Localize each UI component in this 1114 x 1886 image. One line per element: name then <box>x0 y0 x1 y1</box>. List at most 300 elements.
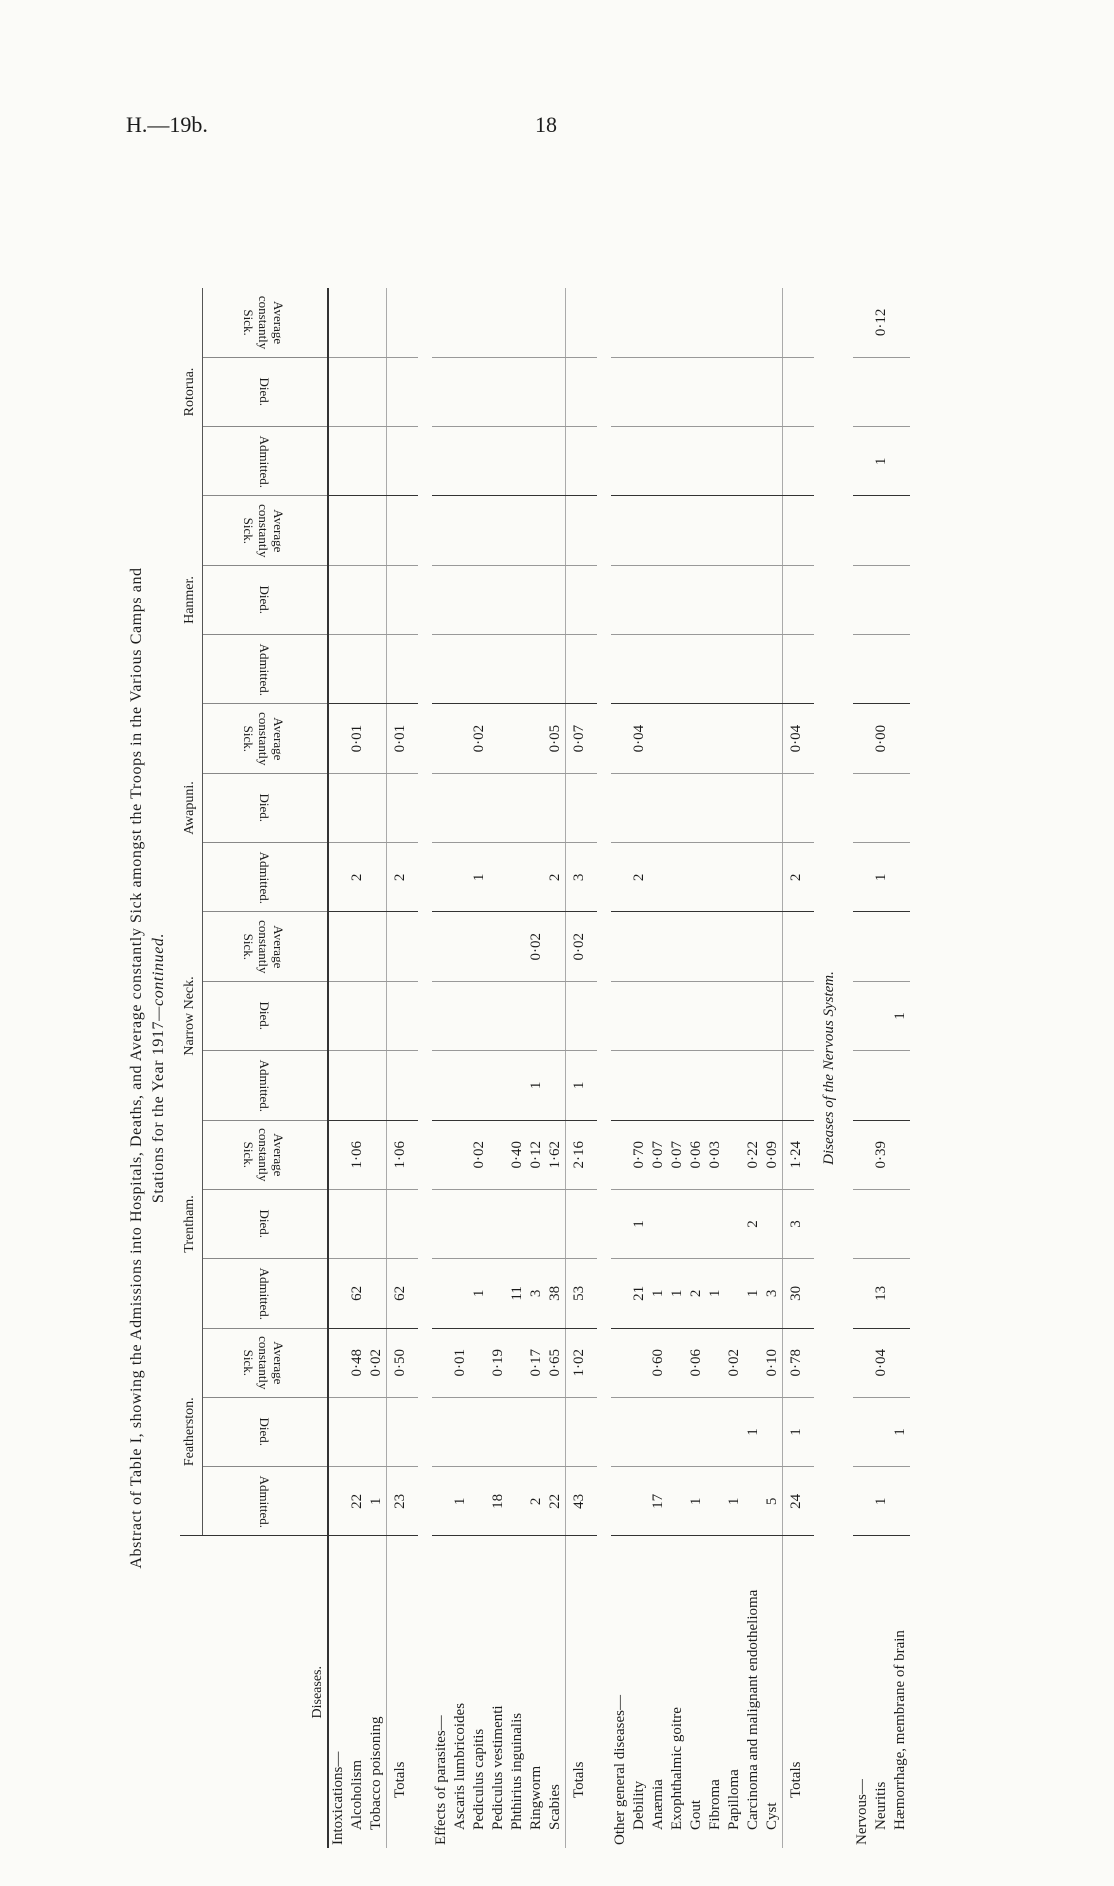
admitted-cell <box>630 635 649 704</box>
died-cell <box>387 1397 419 1466</box>
admitted-cell <box>470 427 489 496</box>
group-row <box>328 288 348 1848</box>
average-sick-cell <box>566 288 598 357</box>
admitted-cell <box>527 843 546 912</box>
died-cell <box>763 565 783 634</box>
admitted-cell <box>687 843 706 912</box>
died-cell: 1 <box>891 1397 910 1466</box>
admitted-cell: 1 <box>470 843 489 912</box>
admitted-cell <box>348 635 367 704</box>
admitted-cell <box>763 843 783 912</box>
average-sick-cell <box>687 288 706 357</box>
disease-name: Totals <box>783 1536 815 1848</box>
group-row <box>611 288 630 1848</box>
died-cell <box>546 773 566 842</box>
died-cell <box>725 1189 744 1258</box>
died-cell <box>489 1189 508 1258</box>
died-cell <box>611 773 630 842</box>
died-cell <box>611 1397 630 1466</box>
died-cell <box>872 565 891 634</box>
average-sick-cell <box>687 912 706 981</box>
died-cell <box>527 773 546 842</box>
average-sick-cell <box>611 1328 630 1397</box>
average-sick-cell <box>744 912 763 981</box>
admitted-cell <box>367 1051 387 1120</box>
average-sick-cell <box>546 496 566 565</box>
average-sick-cell: 0·19 <box>489 1328 508 1397</box>
station-featherston: Featherston. <box>180 1328 203 1536</box>
average-sick-cell <box>649 496 668 565</box>
average-sick-cell <box>668 1328 687 1397</box>
average-sick-cell <box>328 496 348 565</box>
average-sick-cell <box>328 912 348 981</box>
admitted-cell: 1 <box>872 1467 891 1536</box>
station-trentham: Trentham. <box>180 1120 203 1328</box>
average-sick-cell: 0·65 <box>546 1328 566 1397</box>
died-cell <box>489 357 508 426</box>
average-sick-cell: 0·04 <box>630 704 649 773</box>
died-cell <box>668 981 687 1050</box>
average-sick-cell <box>470 912 489 981</box>
average-sick-cell <box>451 704 470 773</box>
died-cell <box>432 357 451 426</box>
died-cell <box>546 1397 566 1466</box>
admitted-cell <box>891 427 910 496</box>
table-row <box>348 288 367 1848</box>
died-cell <box>706 357 725 426</box>
died-cell <box>367 773 387 842</box>
admitted-cell <box>508 427 527 496</box>
disease-name: Totals <box>387 1536 419 1848</box>
average-sick-cell: 0·39 <box>872 1120 891 1189</box>
died-cell <box>508 565 527 634</box>
average-sick-cell: 0·07 <box>668 1120 687 1189</box>
admitted-cell <box>432 1051 451 1120</box>
admitted-cell <box>451 843 470 912</box>
admitted-cell <box>783 635 815 704</box>
admitted-cell <box>470 1467 489 1536</box>
average-sick-cell <box>508 912 527 981</box>
admitted-cell <box>328 843 348 912</box>
died-cell <box>725 773 744 842</box>
admitted-cell: 1 <box>367 1467 387 1536</box>
totals-row <box>783 288 815 1848</box>
admitted-header: Admitted. <box>203 1259 329 1328</box>
station-narrow-neck: Narrow Neck. <box>180 912 203 1120</box>
average-sick-cell <box>706 704 725 773</box>
average-sick-cell: 0·06 <box>687 1120 706 1189</box>
admitted-cell <box>527 635 546 704</box>
average-sick-cell <box>891 912 910 981</box>
disease-name: Anæmia <box>649 1536 668 1848</box>
admitted-cell <box>630 1467 649 1536</box>
average-sick-cell <box>853 1120 872 1189</box>
died-cell <box>725 565 744 634</box>
average-sick-cell <box>630 288 649 357</box>
average-sick-cell: 0·09 <box>763 1120 783 1189</box>
died-cell <box>348 1189 367 1258</box>
average-sick-cell: 0·02 <box>470 1120 489 1189</box>
table-row <box>546 288 566 1848</box>
died-cell <box>451 565 470 634</box>
average-sick-cell <box>725 496 744 565</box>
disease-name: Pediculus vestimenti <box>489 1536 508 1848</box>
admitted-cell: 62 <box>348 1259 367 1328</box>
average-sick-cell <box>328 704 348 773</box>
table-body <box>328 288 910 1848</box>
table-row <box>763 288 783 1848</box>
admitted-cell <box>328 1051 348 1120</box>
died-cell <box>546 1189 566 1258</box>
died-cell <box>451 981 470 1050</box>
admitted-cell: 53 <box>566 1259 598 1328</box>
disease-name: Hæmorrhage, membrane of brain <box>891 1536 910 1848</box>
average-sick-header: Average constantly Sick. <box>203 496 329 565</box>
table-title-line-2: Stations for the Year 1917—continued. <box>150 932 167 1204</box>
died-cell <box>706 1189 725 1258</box>
died-cell: 1 <box>744 1397 763 1466</box>
died-cell <box>891 1189 910 1258</box>
admitted-cell: 2 <box>387 843 419 912</box>
average-sick-cell <box>387 496 419 565</box>
average-sick-cell: 0·17 <box>527 1328 546 1397</box>
average-sick-cell: 1·06 <box>387 1120 419 1189</box>
died-cell <box>706 1397 725 1466</box>
admitted-cell <box>649 427 668 496</box>
died-cell <box>891 357 910 426</box>
disease-name: Gout <box>687 1536 706 1848</box>
admitted-cell <box>489 427 508 496</box>
average-sick-cell <box>432 704 451 773</box>
average-sick-cell: 0·78 <box>783 1328 815 1397</box>
station-rotorua: Rotorua. <box>180 288 203 496</box>
admitted-cell <box>566 427 598 496</box>
died-cell <box>706 981 725 1050</box>
died-cell <box>508 1189 527 1258</box>
average-sick-cell: 0·02 <box>367 1328 387 1397</box>
average-sick-cell <box>763 288 783 357</box>
admitted-cell: 43 <box>566 1467 598 1536</box>
admitted-cell <box>649 843 668 912</box>
died-cell <box>744 357 763 426</box>
admitted-cell: 2 <box>348 843 367 912</box>
died-cell <box>853 1397 872 1466</box>
died-header: Died. <box>203 1397 329 1466</box>
died-cell <box>783 565 815 634</box>
average-sick-cell <box>328 1328 348 1397</box>
average-sick-header: Average constantly Sick. <box>203 1328 329 1397</box>
average-sick-cell: 0·02 <box>725 1328 744 1397</box>
admitted-cell: 24 <box>783 1467 815 1536</box>
admitted-cell: 22 <box>546 1467 566 1536</box>
admitted-cell <box>649 635 668 704</box>
admitted-cell <box>891 1467 910 1536</box>
admitted-cell <box>668 427 687 496</box>
average-sick-header: Average constantly Sick. <box>203 704 329 773</box>
died-cell <box>853 357 872 426</box>
disease-name: Phthirius inguinalis <box>508 1536 527 1848</box>
admitted-cell <box>706 843 725 912</box>
admitted-cell <box>508 1467 527 1536</box>
average-sick-cell <box>489 912 508 981</box>
average-sick-cell: 0·12 <box>527 1120 546 1189</box>
admitted-cell <box>706 1467 725 1536</box>
admitted-cell <box>328 1259 348 1328</box>
average-sick-cell <box>744 496 763 565</box>
average-sick-cell: 0·07 <box>649 1120 668 1189</box>
admitted-cell <box>508 635 527 704</box>
table-row <box>725 288 744 1848</box>
admitted-cell: 1 <box>872 843 891 912</box>
average-sick-cell: 0·04 <box>872 1328 891 1397</box>
admitted-cell <box>432 427 451 496</box>
average-sick-cell <box>891 1328 910 1397</box>
average-sick-cell <box>470 496 489 565</box>
admitted-cell <box>649 1051 668 1120</box>
died-cell <box>387 565 419 634</box>
admitted-cell <box>367 843 387 912</box>
admitted-cell <box>853 1051 872 1120</box>
died-cell <box>367 565 387 634</box>
running-head: H.—19b. <box>126 112 208 137</box>
admitted-cell <box>387 427 419 496</box>
died-header: Died. <box>203 981 329 1050</box>
died-cell <box>611 357 630 426</box>
admitted-cell <box>348 427 367 496</box>
admitted-cell <box>489 635 508 704</box>
died-cell <box>611 981 630 1050</box>
died-cell <box>783 773 815 842</box>
table-row <box>489 288 508 1848</box>
rotated-table-block <box>128 278 928 1848</box>
died-cell <box>687 357 706 426</box>
died-cell <box>387 773 419 842</box>
admitted-cell <box>489 1259 508 1328</box>
average-sick-cell <box>451 1120 470 1189</box>
average-sick-cell <box>783 912 815 981</box>
died-cell <box>725 981 744 1050</box>
admitted-cell <box>668 843 687 912</box>
died-cell <box>668 565 687 634</box>
average-sick-cell: 1·24 <box>783 1120 815 1189</box>
disease-name: Debility <box>630 1536 649 1848</box>
died-cell <box>687 773 706 842</box>
died-cell <box>649 773 668 842</box>
admitted-cell <box>611 1259 630 1328</box>
spacer-row <box>597 288 611 1848</box>
died-cell <box>763 773 783 842</box>
died-cell <box>872 773 891 842</box>
admitted-cell <box>451 1051 470 1120</box>
died-cell <box>527 357 546 426</box>
average-sick-cell <box>546 912 566 981</box>
died-cell <box>566 773 598 842</box>
disease-name: Scabies <box>546 1536 566 1848</box>
died-cell <box>328 1189 348 1258</box>
average-sick-cell <box>367 704 387 773</box>
admitted-cell: 3 <box>566 843 598 912</box>
died-cell <box>566 565 598 634</box>
died-cell <box>470 1189 489 1258</box>
average-sick-cell <box>367 288 387 357</box>
average-sick-cell <box>649 704 668 773</box>
average-sick-cell: 0·50 <box>387 1328 419 1397</box>
admitted-cell <box>853 427 872 496</box>
table-row <box>744 288 763 1848</box>
died-cell <box>668 773 687 842</box>
died-cell <box>508 981 527 1050</box>
died-cell <box>387 357 419 426</box>
died-cell <box>611 1189 630 1258</box>
table-row <box>706 288 725 1848</box>
average-sick-cell <box>508 704 527 773</box>
died-header: Died. <box>203 773 329 842</box>
died-cell <box>872 981 891 1050</box>
admitted-cell <box>725 635 744 704</box>
admitted-cell: 5 <box>763 1467 783 1536</box>
admitted-cell <box>489 1051 508 1120</box>
died-cell <box>348 357 367 426</box>
admitted-cell <box>387 1051 419 1120</box>
died-cell <box>630 565 649 634</box>
died-header: Died. <box>203 357 329 426</box>
average-sick-cell: 0·01 <box>387 704 419 773</box>
average-sick-cell <box>649 288 668 357</box>
average-sick-cell: 0·01 <box>451 1328 470 1397</box>
died-header: Died. <box>203 565 329 634</box>
admitted-cell <box>328 1467 348 1536</box>
average-sick-cell <box>489 1120 508 1189</box>
average-sick-cell: 0·70 <box>630 1120 649 1189</box>
admitted-cell <box>611 843 630 912</box>
average-sick-cell <box>611 288 630 357</box>
station-awapuni: Awapuni. <box>180 704 203 912</box>
admitted-header: Admitted. <box>203 427 329 496</box>
average-sick-cell <box>853 288 872 357</box>
average-sick-cell <box>649 912 668 981</box>
admitted-cell <box>744 1467 763 1536</box>
disease-name: Intoxications— <box>328 1536 348 1848</box>
admitted-cell: 1 <box>668 1259 687 1328</box>
disease-name: Pediculus capitis <box>470 1536 489 1848</box>
admitted-cell <box>872 1051 891 1120</box>
average-sick-cell <box>706 912 725 981</box>
average-sick-cell <box>432 288 451 357</box>
died-cell <box>687 1397 706 1466</box>
died-cell <box>527 1397 546 1466</box>
table-row <box>470 288 489 1848</box>
admitted-cell <box>546 1051 566 1120</box>
admitted-cell: 1 <box>527 1051 546 1120</box>
admitted-cell <box>527 427 546 496</box>
died-cell <box>387 981 419 1050</box>
disease-name: Tobacco poisoning <box>367 1536 387 1848</box>
admitted-cell <box>853 1467 872 1536</box>
admitted-cell: 2 <box>546 843 566 912</box>
average-sick-cell <box>630 496 649 565</box>
died-cell <box>853 565 872 634</box>
admitted-cell: 38 <box>546 1259 566 1328</box>
admitted-cell <box>611 1051 630 1120</box>
section-row <box>814 288 839 1848</box>
average-sick-cell <box>706 496 725 565</box>
average-sick-cell <box>546 288 566 357</box>
admitted-cell <box>387 635 419 704</box>
admitted-cell <box>630 427 649 496</box>
died-cell <box>432 981 451 1050</box>
died-cell <box>367 1189 387 1258</box>
admitted-cell: 22 <box>348 1467 367 1536</box>
admitted-cell: 30 <box>783 1259 815 1328</box>
average-sick-cell: 0·60 <box>649 1328 668 1397</box>
admitted-cell: 1 <box>566 1051 598 1120</box>
table-row <box>649 288 668 1848</box>
table-row <box>687 288 706 1848</box>
average-sick-cell: 1·02 <box>566 1328 598 1397</box>
died-cell <box>853 773 872 842</box>
average-sick-cell <box>706 288 725 357</box>
died-cell <box>725 1397 744 1466</box>
spacer-row <box>839 288 853 1848</box>
average-sick-cell <box>432 1120 451 1189</box>
section-heading: Diseases of the Nervous System. <box>821 971 837 1165</box>
died-cell <box>872 357 891 426</box>
table-row <box>668 288 687 1848</box>
died-cell <box>744 773 763 842</box>
admitted-cell <box>668 1467 687 1536</box>
table-header <box>180 288 328 1848</box>
admitted-cell <box>706 1051 725 1120</box>
average-sick-cell: 0·02 <box>470 704 489 773</box>
admitted-cell <box>566 635 598 704</box>
died-cell <box>546 565 566 634</box>
admitted-cell: 1 <box>451 1467 470 1536</box>
died-cell <box>451 1189 470 1258</box>
table-row <box>630 288 649 1848</box>
average-sick-cell <box>891 496 910 565</box>
admitted-cell <box>744 427 763 496</box>
average-sick-header: Average constantly Sick. <box>203 288 329 357</box>
died-cell <box>783 981 815 1050</box>
admitted-cell <box>725 1259 744 1328</box>
died-cell <box>432 1397 451 1466</box>
average-sick-cell <box>706 1328 725 1397</box>
admitted-cell <box>853 843 872 912</box>
admitted-cell <box>725 843 744 912</box>
average-sick-cell <box>668 912 687 981</box>
average-sick-cell <box>783 496 815 565</box>
died-header: Died. <box>203 1189 329 1258</box>
admitted-cell: 1 <box>872 427 891 496</box>
average-sick-header: Average constantly Sick. <box>203 1120 329 1189</box>
average-sick-cell <box>432 912 451 981</box>
average-sick-cell <box>725 1120 744 1189</box>
died-cell <box>367 981 387 1050</box>
average-sick-cell <box>367 1120 387 1189</box>
died-cell <box>744 981 763 1050</box>
table-row <box>508 288 527 1848</box>
average-sick-cell: 0·03 <box>706 1120 725 1189</box>
admitted-cell: 1 <box>725 1467 744 1536</box>
admitted-cell <box>611 1467 630 1536</box>
died-cell <box>744 565 763 634</box>
table-row <box>527 288 546 1848</box>
admitted-cell <box>432 635 451 704</box>
admitted-header: Admitted. <box>203 1051 329 1120</box>
average-sick-cell <box>566 496 598 565</box>
died-cell <box>508 773 527 842</box>
disease-name: Effects of parasites— <box>432 1536 451 1848</box>
